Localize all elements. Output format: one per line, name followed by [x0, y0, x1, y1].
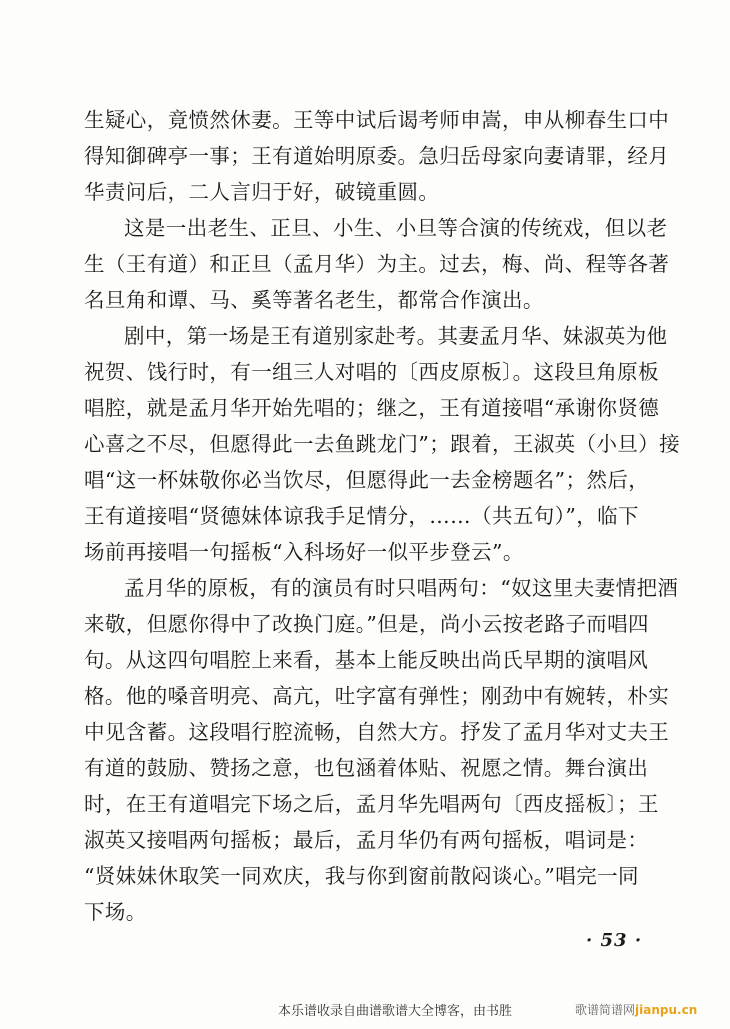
text-line-11: 唱“这一杯妹敬你必当饮尽，但愿得此一去金榜题名”；然后， [84, 468, 650, 492]
text-line-12: 王有道接唱“贤德妹体谅我手足情分，……（共五句）”，临下 [84, 504, 639, 528]
text-line-1: 生疑心，竟愤然休妻。王等中试后谒考师申嵩，申从柳春生口中 [84, 108, 670, 132]
text-line-4: 这是一出老生、正旦、小生、小旦等合演的传统戏，但以老 [124, 216, 668, 240]
text-line-18: 中见含蓄。这段唱行腔流畅，自然大方。抒发了孟月华对丈夫王 [84, 720, 670, 744]
text-line-14: 孟月华的原板，有的演员有时只唱两句：“奴这里夫妻情把酒 [124, 576, 679, 600]
page-number: · 53 · [586, 930, 643, 951]
text-line-9: 唱腔，就是孟月华开始先唱的；继之，王有道接唱“承谢你贤德 [84, 396, 660, 420]
footer-watermark [575, 1001, 697, 1018]
text-line-13: 场前再接唱一句摇板“入科场好一似平步登云”。 [84, 540, 524, 564]
text-line-7: 剧中，第一场是王有道别家赴考。其妻孟月华、妹淑英为他 [124, 324, 668, 348]
text-line-17: 格。他的嗓音明亮、高亢，吐字富有弹性；刚劲中有婉转，朴实 [84, 684, 670, 708]
footer-note: 本乐谱收录自曲谱歌谱大全博客，由书胜 [278, 1004, 513, 1019]
watermark-name: 歌谱简谱网 [575, 1003, 636, 1017]
text-line-10: 心喜之不尽，但愿得此一去鱼跳龙门”；跟着，王淑英（小旦）接 [84, 432, 681, 456]
text-line-20: 时，在王有道唱完下场之后，孟月华先唱两句〔西皮摇板〕；王 [84, 792, 659, 816]
text-line-15: 来敬，但愿你得中了改换门庭。”但是，尚小云按老路子而唱四 [84, 612, 649, 636]
watermark-site: jianpu.cn [635, 1003, 698, 1017]
text-line-8: 祝贺、饯行时，有一组三人对唱的〔西皮原板〕。这段旦角原板 [84, 360, 659, 384]
text-line-16: 句。从这四句唱腔上来看，基本上能反映出尚氏早期的演唱风 [84, 648, 649, 672]
text-line-19: 有道的鼓励、赞扬之意，也包涵着体贴、祝愿之情。舞台演出 [84, 756, 649, 780]
text-line-3: 华责问后，二人言归于好，破镜重圆。 [84, 180, 440, 204]
text-line-5: 生（王有道）和正旦（孟月华）为主。过去，梅、尚、程等各著 [84, 252, 670, 276]
text-line-21: 淑英又接唱两句摇板；最后，孟月华仍有两句摇板，唱词是： [84, 828, 649, 852]
text-line-22: “贤妹妹休取笑一同欢庆，我与你到窗前散闷谈心。”唱完一同 [84, 864, 639, 888]
text-line-23: 下场。 [84, 900, 147, 924]
text-line-2: 得知御碑亭一事；王有道始明原委。急归岳母家向妻请罪，经月 [84, 144, 670, 168]
text-line-6: 名旦角和谭、马、奚等著名老生，都常合作演出。 [84, 288, 544, 312]
